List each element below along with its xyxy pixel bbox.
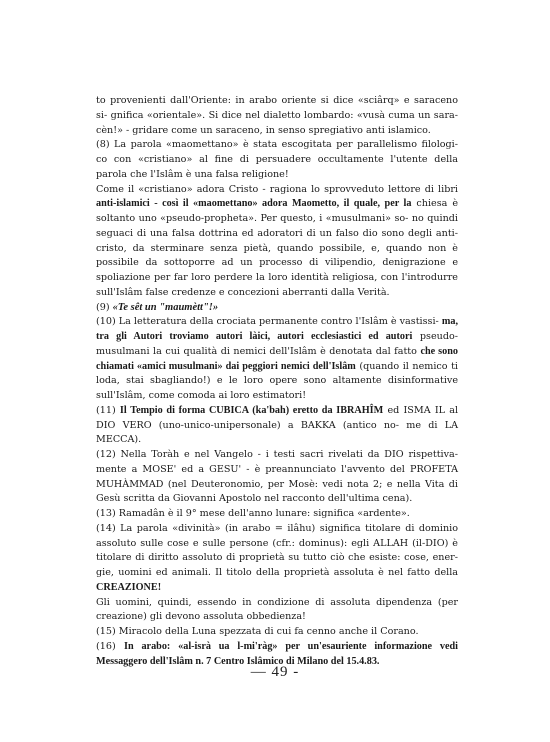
text-segment: (quando il nemico ti loda, stai sbagliando!) e le loro opere sono altamente [96, 360, 459, 387]
text-segment: (10) La letteratura della crociata permanente contro l'Islâm è vastissi- [96, 316, 439, 328]
text-segment: (13) Ramadân è il 9° mese dell'anno lunare: significa «ardente». [96, 508, 410, 519]
text-segment: (8) La parola «maomettano» è stata escogitata per parallelismo filologi- [96, 139, 458, 151]
paragraph [96, 404, 458, 448]
text-segment: co con «cristiano» al fine di persuadere occultamente l'utente della parola [96, 154, 458, 180]
text-segment: ed ISMA IL al DIO VERO (uno-unico-unipersonale) a BAKKA (antico no- [96, 404, 459, 431]
text-segment: (14) La parola «divinità» (in arabo = ilâhu) significa titolare di dominio [96, 522, 458, 534]
text-segment: disinformative sull'Islâm, come comoda ai loro estimatori! [96, 375, 458, 401]
text-segment: (12) Nella Toràh e nel Vangelo - i testi sacri rivelati da DIO rispettiva- [96, 449, 458, 460]
paragraph [96, 94, 458, 138]
text-segment: pseudo-musulmani la cui qualità di nemici dell'Islâm è denotata dal fatto [96, 331, 458, 357]
page-text [96, 94, 458, 669]
text-segment: no quindi seguaci di una falsa dottrina ed adoratori di un falso dio sono [96, 213, 458, 239]
text-segment: spoliazione per far loro perdere la loro identità religiosa, con l'introdurre [96, 272, 458, 283]
bold-text-segment: che sono chiamati «amici musulmani» dai peggiori nemici dell'Islâm [96, 345, 458, 372]
text-segment: degli anti-cristo, da sterminare senza pietà, quando possibile, e, quando [96, 227, 458, 254]
text-segment: creazione) gli devono assoluta obbedienza! [96, 611, 306, 623]
bold-text-segment: «Te sêt un "maumètt"!» [112, 301, 219, 313]
text-segment: (15) Miracolo della Luna spezzata di cui fa cenno anche il Corano. [96, 626, 419, 637]
text-segment: non è possibile da sottoporre ad un processo di vilipendio, denigrazione e [96, 242, 458, 269]
paragraph [96, 315, 458, 404]
bold-text-segment: ma, tra gli Autori troviamo autori làici, autori ecclesiastici ed autori [96, 316, 458, 342]
text-segment: assoluto sulle cose e sulle persone (cfr.: dominus): egli ALLAH (il-DIO) è [96, 537, 458, 549]
text-segment: to provenienti dall'Oriente: in arabo oriente si dice «sciârq» e saraceno si- [96, 95, 458, 121]
paragraph [96, 507, 458, 522]
bold-text-segment: CREAZIONE! [96, 581, 162, 593]
text-segment: chiesa è soltanto uno «pseudo-propheta». Per questo, i «musulmani» so- [96, 198, 458, 224]
text-segment: cèn!» - gridare come un saraceno, in senso spregiativo anti islamico. [96, 124, 431, 136]
text-segment: (11) [96, 404, 120, 416]
text-segment: Gesù scritta da Giovanni Apostolo nel racconto dell'ultima cena). [96, 493, 413, 505]
text-segment: (16) [96, 640, 125, 652]
text-segment: MUHÀMMAD (nel Deuteronomio, per Mosè: vedi nota 2; e nella Vita di [96, 478, 458, 490]
paragraph [96, 625, 458, 640]
bold-text-segment: Messaggero dell'Islâm n. 7 Centro Islâmico di Milano del 15.4.83. [96, 655, 380, 667]
text-segment: gnifica «orientale». Si dice nel dialetto lombardo: «vusà cuma un sara- [110, 109, 458, 121]
bold-text-segment: anti-islamici - così il «maomettano» adora Maometto, il quale, per la [96, 198, 412, 210]
text-segment: me di LA MECCA). [96, 419, 458, 446]
bold-text-segment: In arabo: «al-isrà ua l-mi'ràg» per un'esauriente informazione vedi [124, 640, 458, 652]
paragraph [96, 183, 458, 301]
text-segment: mente a MOSE' ed a GESU' - è preannunciato l'avvento del PROFETA [96, 463, 458, 475]
text-segment: Come il «cristiano» adora Cristo - ragiona lo sprovveduto lettore di libri [96, 183, 458, 195]
text-segment: che l'Islâm è una falsa religione! [130, 168, 289, 180]
paragraph [96, 138, 458, 182]
text-segment: titolare di diritto assoluto di proprietà su tutto ciò che esiste: cose, ener- [96, 552, 458, 564]
paragraph [96, 301, 458, 316]
paragraph [96, 448, 458, 507]
paragraph [96, 596, 458, 626]
text-segment: (9) [96, 301, 113, 313]
page-number: — 49 - [250, 664, 300, 680]
text-segment: sull'Islâm false credenze e concezioni aberranti dalla Verità. [96, 286, 390, 298]
text-segment: gie, uomini ed animali. Il titolo della proprietà assoluta è nel fatto della [96, 567, 458, 578]
paragraph [96, 522, 458, 596]
text-segment: Gli uomini, quindi, essendo in condizione di assoluta dipendenza (per [96, 596, 458, 608]
bold-text-segment: Il Tempio di forma CUBICA (ka'bah) eretto da IBRAHÎM [119, 404, 384, 416]
